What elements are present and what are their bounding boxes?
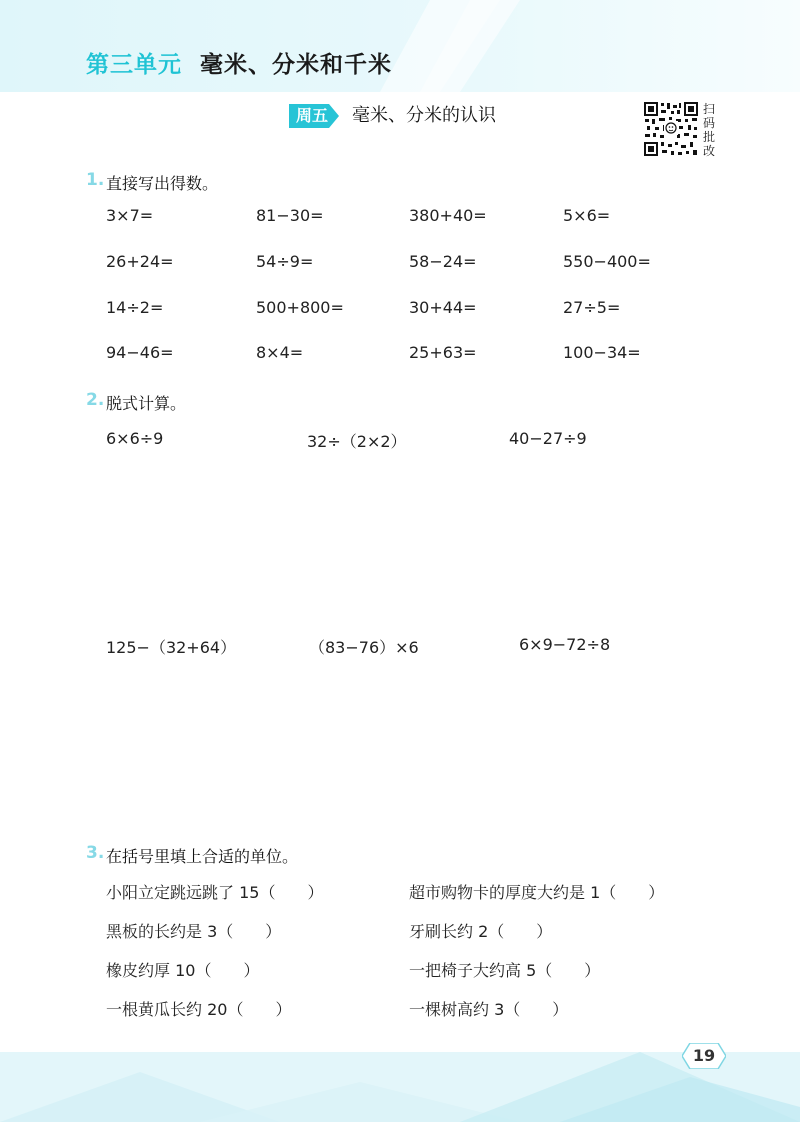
step-calc-item: 125−（32+64） bbox=[106, 638, 237, 657]
step-calc-item: 32÷（2×2） bbox=[307, 432, 407, 451]
oral-calc-item: 26+24= bbox=[106, 252, 174, 271]
step-calc-item: 40−27÷9 bbox=[509, 429, 587, 448]
section-2-number: 2. bbox=[86, 390, 105, 410]
section-1-title: 直接写出得数。 bbox=[106, 174, 219, 193]
lesson-title: 毫米、分米的认识 bbox=[352, 105, 496, 126]
oral-calc-item: 5×6= bbox=[563, 206, 611, 225]
qr-code-icon[interactable] bbox=[643, 101, 699, 157]
step-calc-item: （83−76）×6 bbox=[309, 638, 419, 657]
oral-calc-item: 14÷2= bbox=[106, 298, 164, 317]
section-2-title: 脱式计算。 bbox=[106, 394, 187, 413]
section-1-number: 1. bbox=[86, 170, 105, 190]
oral-calc-item: 3×7= bbox=[106, 206, 154, 225]
unit-fill-item: 橡皮约厚 10（ ） bbox=[106, 961, 260, 980]
oral-calc-item: 54÷9= bbox=[256, 252, 314, 271]
oral-calc-item: 100−34= bbox=[563, 343, 641, 362]
oral-calc-item: 550−400= bbox=[563, 252, 651, 271]
unit-label: 第三单元 bbox=[86, 52, 182, 78]
oral-calc-item: 81−30= bbox=[256, 206, 324, 225]
unit-fill-item: 一棵树高约 3（ ） bbox=[409, 1000, 569, 1019]
oral-calc-item: 58−24= bbox=[409, 252, 477, 271]
unit-fill-item: 小阳立定跳远跳了 15（ ） bbox=[106, 883, 324, 902]
step-calc-item: 6×9−72÷8 bbox=[519, 635, 611, 654]
oral-calc-item: 8×4= bbox=[256, 343, 304, 362]
page-number: 19 bbox=[692, 1046, 716, 1065]
oral-calc-item: 380+40= bbox=[409, 206, 487, 225]
oral-calc-item: 30+44= bbox=[409, 298, 477, 317]
unit-fill-item: 黑板的长约是 3（ ） bbox=[106, 922, 282, 941]
step-calc-item: 6×6÷9 bbox=[106, 429, 164, 448]
section-3-number: 3. bbox=[86, 843, 105, 863]
unit-fill-item: 牙刷长约 2（ ） bbox=[409, 922, 553, 941]
day-badge: 周五 bbox=[295, 106, 328, 125]
oral-calc-item: 27÷5= bbox=[563, 298, 621, 317]
footer-decoration bbox=[0, 1052, 800, 1122]
oral-calc-item: 25+63= bbox=[409, 343, 477, 362]
unit-fill-item: 超市购物卡的厚度大约是 1（ ） bbox=[409, 883, 665, 902]
unit-title: 毫米、分米和千米 bbox=[200, 52, 392, 78]
qr-caption: 扫码批改 bbox=[703, 102, 716, 158]
oral-calc-item: 94−46= bbox=[106, 343, 174, 362]
oral-calc-item: 500+800= bbox=[256, 298, 344, 317]
unit-fill-item: 一根黄瓜长约 20（ ） bbox=[106, 1000, 292, 1019]
section-3-title: 在括号里填上合适的单位。 bbox=[106, 847, 299, 866]
unit-fill-item: 一把椅子大约高 5（ ） bbox=[409, 961, 601, 980]
